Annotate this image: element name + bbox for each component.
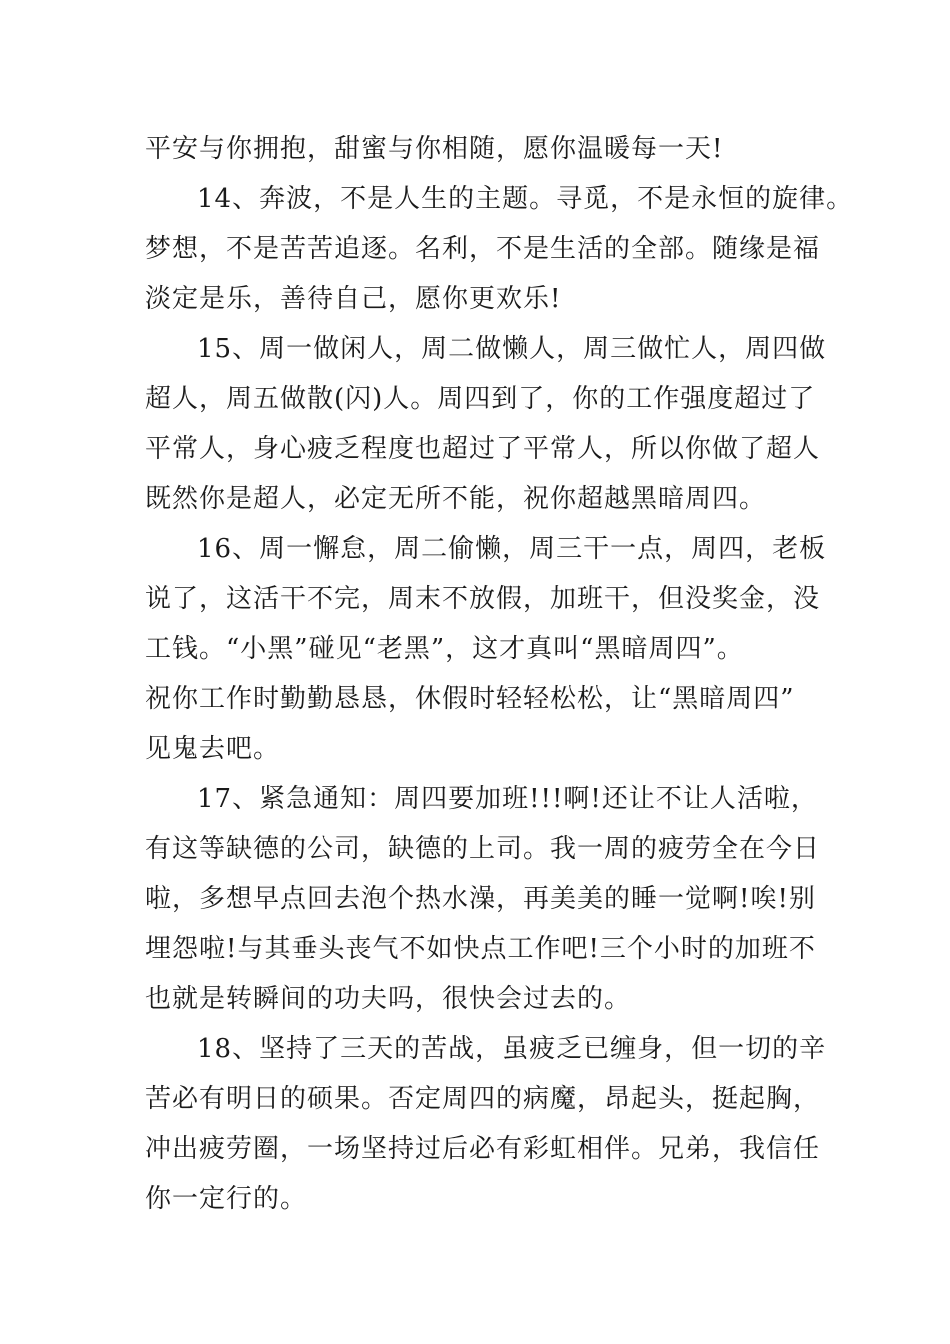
paragraph-line: 既然你是超人，必定无所不能，祝你超越黑暗周四。 <box>145 484 767 514</box>
paragraph-line: 14、奔波，不是人生的主题。寻觅，不是永恒的旋律。 <box>197 184 854 214</box>
paragraph-line: 工钱。“小黑”碰见“老黑”，这才真叫“黑暗周四”。 <box>145 634 744 664</box>
paragraph-line: 也就是转瞬间的功夫吗，很快会过去的。 <box>145 984 632 1014</box>
paragraph-line: 见鬼去吧。 <box>145 734 281 764</box>
paragraph-line: 啦，多想早点回去泡个热水澡，再美美的睡一觉啊!唉!别 <box>145 884 816 914</box>
paragraph-line: 超人，周五做散(闪)人。周四到了，你的工作强度超过了 <box>145 384 816 414</box>
paragraph-line: 苦必有明日的硕果。否定周四的病魔，昂起头，挺起胸， <box>145 1084 821 1114</box>
paragraph-line: 有这等缺德的公司，缺德的上司。我一周的疲劳全在今日 <box>145 834 821 864</box>
paragraph-line: 18、坚持了三天的苦战，虽疲乏已缠身，但一切的辛 <box>197 1034 827 1064</box>
paragraph-line: 祝你工作时勤勤恳恳，休假时轻轻松松，让“黑暗周四” <box>145 684 795 714</box>
paragraph-line: 说了，这活干不完，周末不放假，加班干，但没奖金，没 <box>145 584 821 614</box>
paragraph-line: 平安与你拥抱，甜蜜与你相随，愿你温暖每一天! <box>145 134 724 164</box>
paragraph-line: 15、周一做闲人，周二做懒人，周三做忙人，周四做 <box>197 334 827 364</box>
paragraph-line: 梦想，不是苦苦追逐。名利，不是生活的全部。随缘是福 <box>145 234 821 264</box>
paragraph-line: 平常人，身心疲乏程度也超过了平常人，所以你做了超人 <box>145 434 821 464</box>
paragraph-line: 冲出疲劳圈，一场坚持过后必有彩虹相伴。兄弟，我信任 <box>145 1134 821 1164</box>
paragraph-line: 淡定是乐，善待自己，愿你更欢乐! <box>145 284 562 314</box>
paragraph-line: 17、紧急通知：周四要加班!!!啊!还让不让人活啦， <box>197 784 818 814</box>
paragraph-line: 16、周一懈怠，周二偷懒，周三干一点，周四，老板 <box>197 534 827 564</box>
paragraph-line: 埋怨啦!与其垂头丧气不如快点工作吧!三个小时的加班不 <box>145 934 816 964</box>
paragraph-line: 你一定行的。 <box>145 1184 308 1214</box>
